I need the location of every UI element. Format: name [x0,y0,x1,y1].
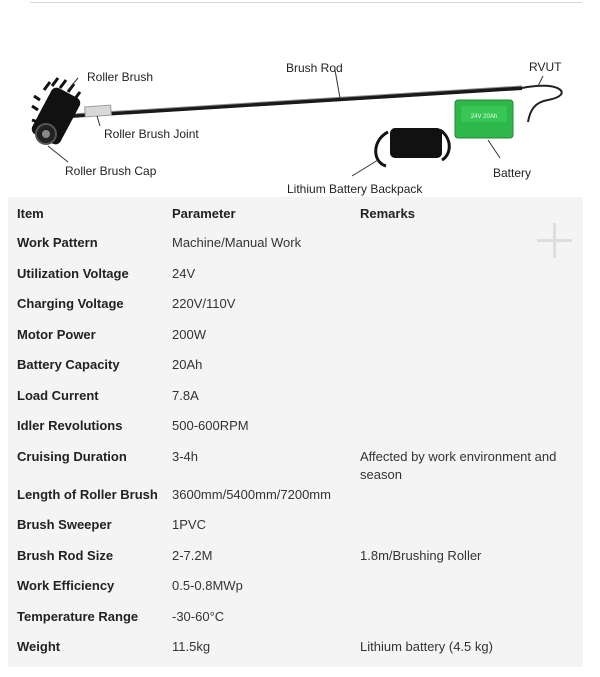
row-parameter: 200W [172,327,206,342]
row-parameter: 20Ah [172,357,203,372]
row-parameter: 3-4h [172,449,199,464]
roller-brush-shape [30,78,83,146]
row-item: Cruising Duration [17,449,127,464]
header-item: Item [17,206,44,221]
top-divider [30,2,582,3]
label-roller-brush-joint: Roller Brush Joint [104,127,199,141]
row-parameter: 220V/110V [172,296,236,311]
row-parameter: 2-7.2M [172,548,213,563]
row-item: Temperature Range [17,609,139,624]
row-item: Brush Sweeper [17,517,112,532]
row-item: Brush Rod Size [17,548,114,563]
label-rvut: RVUT [529,60,562,74]
row-parameter: 500-600RPM [172,418,249,433]
label-roller-brush-cap: Roller Brush Cap [65,164,157,178]
row-item: Motor Power [17,327,96,342]
row-remarks: 1.8m/Brushing Roller [360,548,482,563]
plus-icon[interactable] [537,223,572,258]
row-parameter: 3600mm/5400mm/7200mm [172,487,331,502]
row-parameter: 0.5-0.8MWp [172,578,243,593]
label-roller-brush: Roller Brush [87,70,154,84]
row-item: Length of Roller Brush [17,487,158,502]
row-parameter: 11.5kg [172,639,211,654]
row-parameter: Machine/Manual Work [172,235,302,250]
row-item: Work Efficiency [17,578,115,593]
brush-rod-shape [70,88,522,116]
row-item: Utilization Voltage [17,266,129,281]
row-parameter: 24V [172,266,196,281]
row-remarks: Affected by work environment and season [360,449,557,482]
product-diagram [0,50,600,200]
battery-shape [455,100,513,138]
spec-table [8,197,583,667]
roller-brush-joint-shape [85,105,112,117]
row-parameter: 1PVC [172,517,206,532]
row-item: Charging Voltage [17,296,124,311]
header-remarks: Remarks [360,206,415,221]
header-parameter: Parameter [172,206,236,221]
row-item: Weight [17,639,61,654]
row-item: Load Current [17,388,99,403]
label-battery: Battery [493,166,532,180]
row-parameter: 7.8A [172,388,199,403]
row-item: Work Pattern [17,235,98,250]
row-remarks: Lithium battery (4.5 kg) [360,639,493,654]
row-item: Idler Revolutions [17,418,123,433]
cable-shape [522,86,562,122]
backpack-shape [376,128,450,166]
row-item: Battery Capacity [17,357,120,372]
label-brush-rod: Brush Rod [286,61,343,75]
label-lithium-battery-backpack: Lithium Battery Backpack [287,182,423,196]
svg-text:24V 20Ah: 24V 20Ah [470,114,498,120]
row-parameter: -30-60°C [172,609,225,624]
